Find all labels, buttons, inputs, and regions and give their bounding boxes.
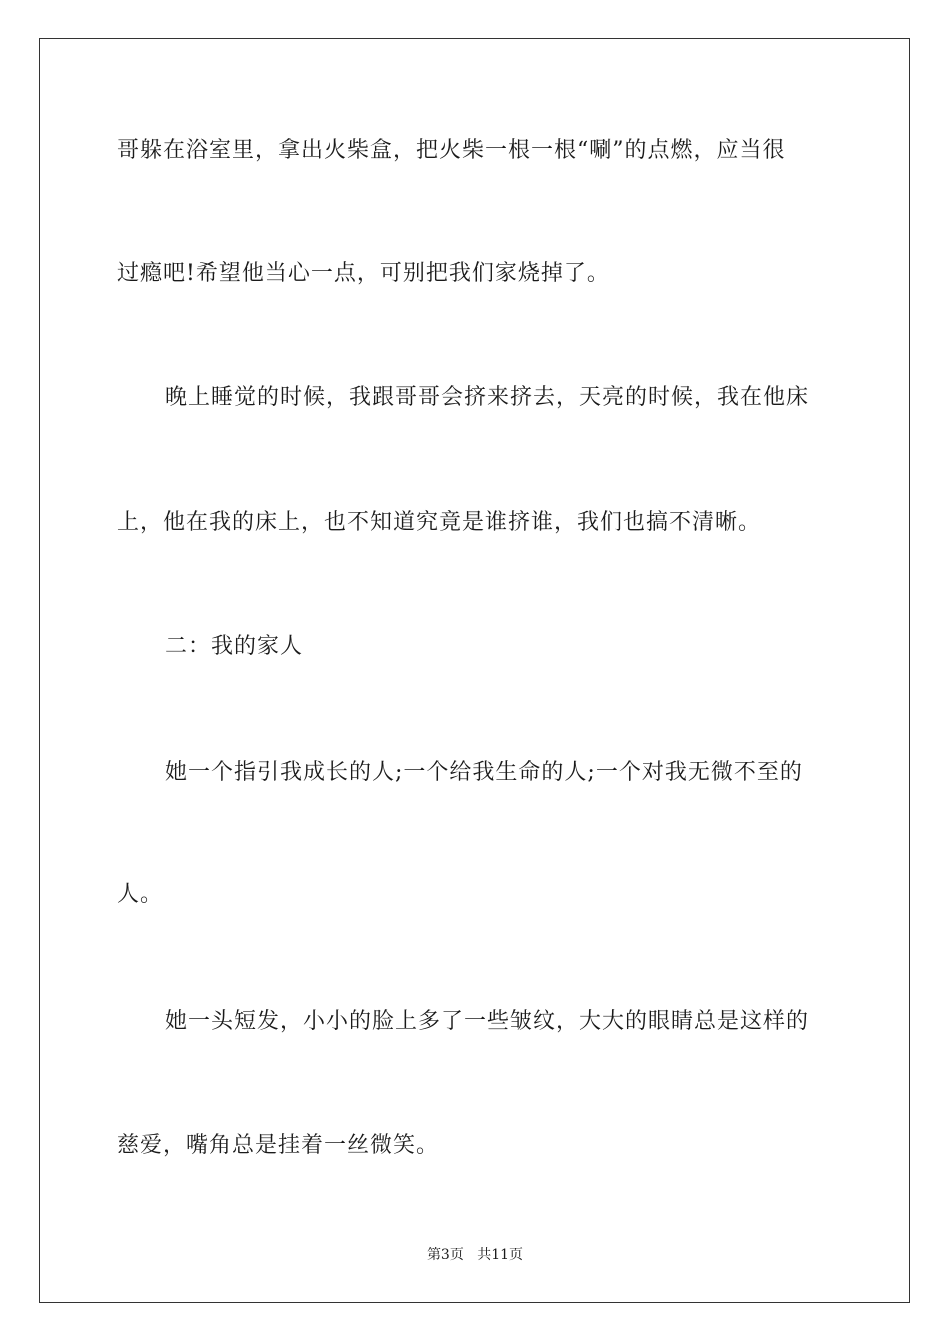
text-line-1: 哥躲在浴室里，拿出火柴盒，把火柴一根一根“唰”的点燃，应当很 [117, 138, 786, 163]
page-border [39, 38, 910, 1303]
text-line-4: 上，他在我的床上，也不知道究竟是谁挤谁，我们也搞不清晰。 [117, 510, 762, 535]
text-line-8: 她一头短发，小小的脸上多了一些皱纹，大大的眼睛总是这样的 [165, 1009, 810, 1034]
text-line-6: 她一个指引我成长的人;一个给我生命的人;一个对我无微不至的 [165, 760, 803, 785]
section-heading: 二：我的家人 [165, 634, 304, 659]
text-line-9: 慈爱，嘴角总是挂着一丝微笑。 [117, 1133, 440, 1158]
page-footer [0, 1245, 950, 1265]
text-line-2: 过瘾吧!希望他当心一点，可别把我们家烧掉了。 [117, 261, 610, 286]
page-total: 共11页 [477, 1247, 524, 1263]
page-number: 第3页 [426, 1247, 464, 1263]
text-line-3: 晚上睡觉的时候，我跟哥哥会挤来挤去，天亮的时候，我在他床 [165, 385, 810, 410]
text-line-7: 人。 [117, 882, 164, 907]
